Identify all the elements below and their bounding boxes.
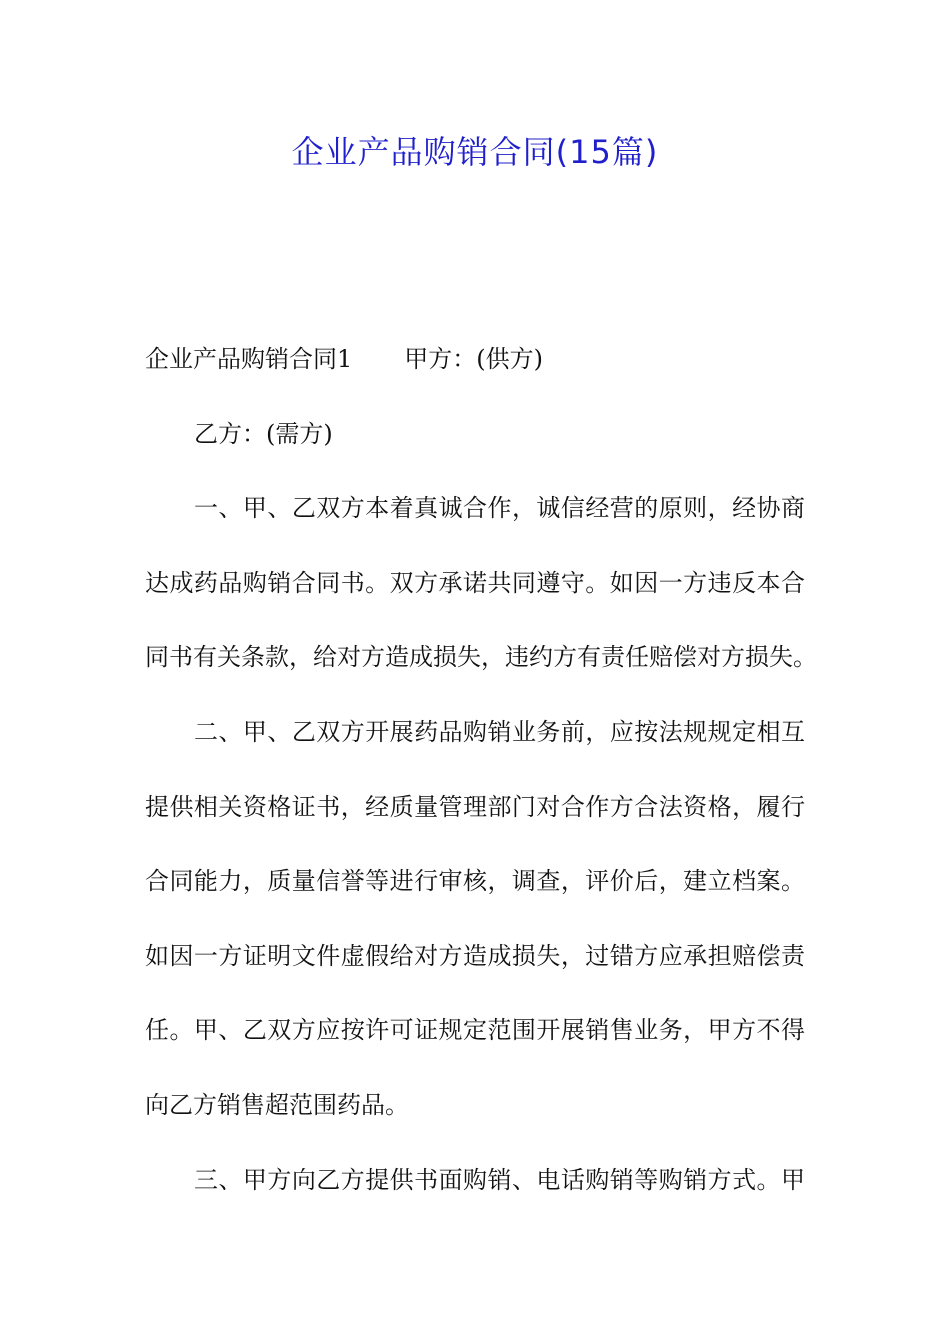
paragraph-line: 提供相关资格证书，经质量管理部门对合作方合法资格，履行 [145,793,805,821]
party-a-label: 甲方：(供方) [404,345,544,373]
paragraph-line: 三、甲方向乙方提供书面购销、电话购销等购销方式。甲 [194,1166,805,1194]
contract-subheading: 企业产品购销合同1 [145,345,353,373]
party-b-line [145,416,805,452]
paragraph-line: 二、甲、乙双方开展药品购销业务前，应按法规规定相互 [194,718,805,746]
party-b-label: 乙方：(需方) [194,420,333,448]
paragraph-line: 任。甲、乙双方应按许可证规定范围开展销售业务，甲方不得 [145,1016,805,1044]
paragraph-line: 如因一方证明文件虚假给对方造成损失，过错方应承担赔偿责 [145,942,805,970]
paragraph-line: 合同能力，质量信誉等进行审核，调查，评价后，建立档案。 [145,867,805,895]
paragraph-line: 达成药品购销合同书。双方承诺共同遵守。如因一方违反本合 [145,569,805,597]
paragraph-line: 一、甲、乙双方本着真诚合作，诚信经营的原则，经协商 [194,494,805,522]
heading-line [145,341,805,377]
paragraph-line: 同书有关条款，给对方造成损失，违约方有责任赔偿对方损失。 [145,643,817,671]
document-title: 企业产品购销合同(15篇) [291,133,659,171]
paragraph-line: 向乙方销售超范围药品。 [145,1091,409,1119]
